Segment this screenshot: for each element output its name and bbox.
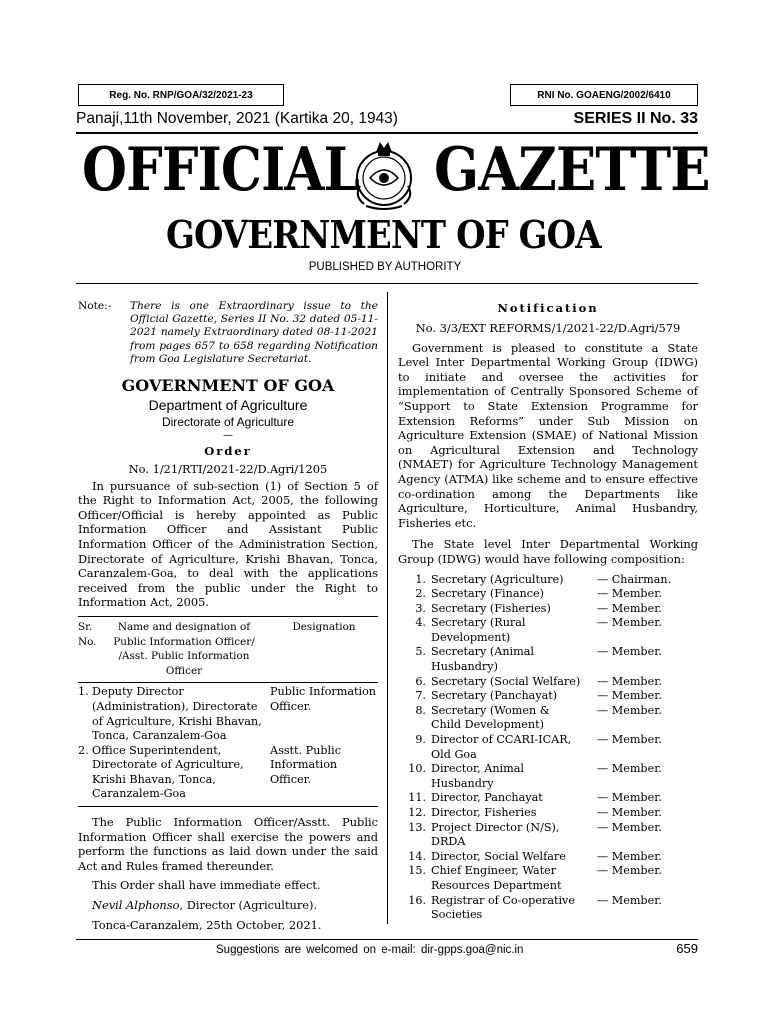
government-heading: GOVERNMENT OF GOA [121,376,335,396]
member-role: — Member. [597,601,662,615]
notification-paragraph: Government is pleased to constitute a State Level Inter Departmental Working Group (IDWG) to initiate and oversee the activities for implementation of Centrally Sponsored Scheme of “Support to State Extension Programme for Extension Reforms” under Sub Mission on Agriculture Extension (SMAE) of National Mission on Agricultural Extension and Technology (NMAET) for Agriculture Technology Management Agency (ATMA) like scheme and to ensure effective co-ordination among the Departments like Agriculture, Horticulture, Animal Husbandry, Fisheries etc. [398,340,698,530]
member-row [398,850,698,865]
member-role: — Member. [597,703,662,717]
table-row [78,744,378,802]
member-role: — Member. [597,616,662,630]
directorate-name: Directorate of Agriculture [161,415,295,430]
pio-table-body [78,685,378,802]
member-row [398,675,698,690]
member-name: Registrar of Co-operative Societies [431,893,576,922]
column-divider [387,292,388,924]
member-name: Director, Animal Husbandry [431,762,524,790]
note [78,300,378,366]
member-name: Director, Panchayat [431,791,543,805]
signatory-designation: , Director (Agriculture). [179,898,318,913]
member-row [398,864,698,893]
member-number: 10. [408,762,426,776]
section-dash: — [223,430,233,442]
row-name: Office Superintendent, Directorate of Agriculture, Krishi Bhavan, Tonca, Caranzalem-Goa [92,743,244,801]
member-name: Secretary (Fisheries) [431,601,551,615]
member-role: — Member. [597,806,662,819]
member-number: 5. [415,645,426,659]
col-name: Name and designation of Public Information Officer/ /Asst. Public Information Officer [113,620,255,677]
member-row [398,806,698,821]
member-row [398,616,698,645]
member-name: Director, Fisheries [431,806,537,819]
member-role: — Member. [597,762,662,776]
member-row [398,894,698,923]
member-name: Director, Social Welfare [431,849,566,863]
series-number: SERIES II No. 33 [573,110,698,127]
composition-paragraph: The State level Inter Departmental Working Group (IDWG) would have following composition: [398,537,698,566]
masthead-gazette: GAZETTE [434,135,710,205]
member-number: 11. [408,791,426,805]
member-name: Secretary (Women & Child Development) [431,703,550,732]
state-emblem-icon [346,134,422,214]
signatory-name: Nevil Alphonso [92,898,180,913]
department-name: Department of Agriculture [148,397,308,414]
member-number: 3. [415,601,426,615]
order-number: No. 1/21/RTI/2021-22/D.Agri/1205 [128,462,328,477]
row-number: 2. [78,743,89,757]
member-role: — Member. [597,674,662,688]
member-name: Secretary (Animal Husbandry) [431,645,534,674]
reg-no-box [78,84,284,106]
masthead-official: OFFICIAL [82,135,360,205]
member-role: — Member. [597,864,662,878]
member-name: Secretary (Agriculture) [431,572,564,586]
member-number: 4. [415,616,426,630]
table-bottom-rule [78,806,378,807]
member-name: Project Director (N/S), DRDA [431,820,560,849]
member-row [398,587,698,602]
rni-no: RNI No. GOAENG/2002/6410 [537,89,671,101]
idwg-composition [398,573,698,923]
signature-line [78,898,378,913]
table-row [78,685,378,743]
order-title: Order [204,444,252,459]
page-number: 659 [676,941,698,956]
member-name: Secretary (Social Welfare) [431,674,581,688]
member-number: 13. [408,820,426,834]
member-number: 15. [408,864,426,878]
member-number: 6. [415,674,426,688]
member-number: 16. [408,893,426,907]
right-column [398,300,698,923]
date-line: Panaji,11th November, 2021 (Kartika 20, 1943) [76,110,398,127]
table-top-rule [78,616,378,617]
member-row [398,762,698,791]
notification-title: Notification [497,301,599,315]
member-name: Director of CCARI-ICAR, Old Goa [431,733,572,761]
member-role: — Member. [597,733,662,747]
member-number: 14. [408,849,426,863]
member-name: Chief Engineer, Water Resources Department [431,864,562,892]
member-row [398,645,698,674]
col-sr: Sr. No. [78,620,97,648]
footer-rule [76,939,698,940]
notification-number: No. 3/3/EXT REFORMS/1/2021-22/D.Agri/579 [415,321,681,335]
left-column [78,300,378,932]
note-label: Note:- [78,300,112,312]
member-number: 8. [415,703,426,717]
member-row [398,791,698,806]
table-header-rule [78,682,378,683]
pio-table-header [78,620,378,678]
pio-table [78,620,378,678]
member-number: 12. [408,806,426,819]
member-row [398,602,698,617]
masthead-government: GOVERNMENT OF GOA [166,212,601,257]
member-name: Secretary (Panchayat) [431,689,558,703]
member-name: Secretary (Rural Development) [431,616,526,644]
note-text: There is one Extraordinary issue to the Official Gazette, Series II No. 32 dated 05-11-2021 namely Extraordinary dated 08-11-2021 from pages 657 to 658 regarding Notification from Goa Legislature Secretariat. [130,300,378,365]
published-rule [76,283,698,284]
member-row [398,704,698,733]
member-role: — Chairman. [597,572,672,586]
effect-paragraph: This Order shall have immediate effect. [92,878,321,893]
member-role: — Member. [597,689,662,703]
member-number: 1. [415,572,426,586]
member-role: — Member. [597,820,662,834]
member-role: — Member. [597,849,662,863]
reg-no: Reg. No. RNP/GOA/32/2021-23 [109,89,253,101]
row-designation: Asstt. Public Information Officer. [270,743,341,786]
col-designation: Designation [292,620,356,633]
row-name: Deputy Director (Administration), Directorate of Agriculture, Krishi Bhavan, Tonca, Caranzalem-Goa [92,685,262,743]
row-designation: Public Information Officer. [270,685,377,713]
member-role: — Member. [597,645,662,659]
member-role: — Member. [597,791,662,805]
member-role: — Member. [597,587,662,601]
member-number: 2. [415,587,426,601]
member-row [398,821,698,850]
place-date: Tonca-Caranzalem, 25th October, 2021. [92,917,322,932]
member-number: 9. [415,733,426,747]
row-number: 1. [78,685,89,699]
order-paragraph: In pursuance of sub-section (1) of Section 5 of the Right to Information Act, 2005, the following Officer/Official is hereby appointed as Public Information Officer and Assistant Public Information Officer of the Administration Section, Directorate of Agriculture, Krishi Bhavan, Tonca, Caranzalem-Goa, to deal with the applications received from the public under the Right to Information Act, 2005. [78,478,378,610]
member-row [398,733,698,762]
member-name: Secretary (Finance) [431,587,544,601]
rni-no-box [510,84,698,106]
published-by-authority: PUBLISHED BY AUTHORITY [308,261,462,273]
powers-paragraph: The Public Information Officer/Asstt. Public Information Officer shall exercise the powers and perform the functions as laid down under the said Act and Rules framed thereunder. [78,815,378,873]
member-row [398,689,698,704]
member-number: 7. [415,689,426,703]
suggestion-text: Suggestions are welcomed on e-mail: dir-gpps.goa@nic.in [216,944,524,956]
member-role: — Member. [597,893,662,907]
member-row [398,573,698,588]
